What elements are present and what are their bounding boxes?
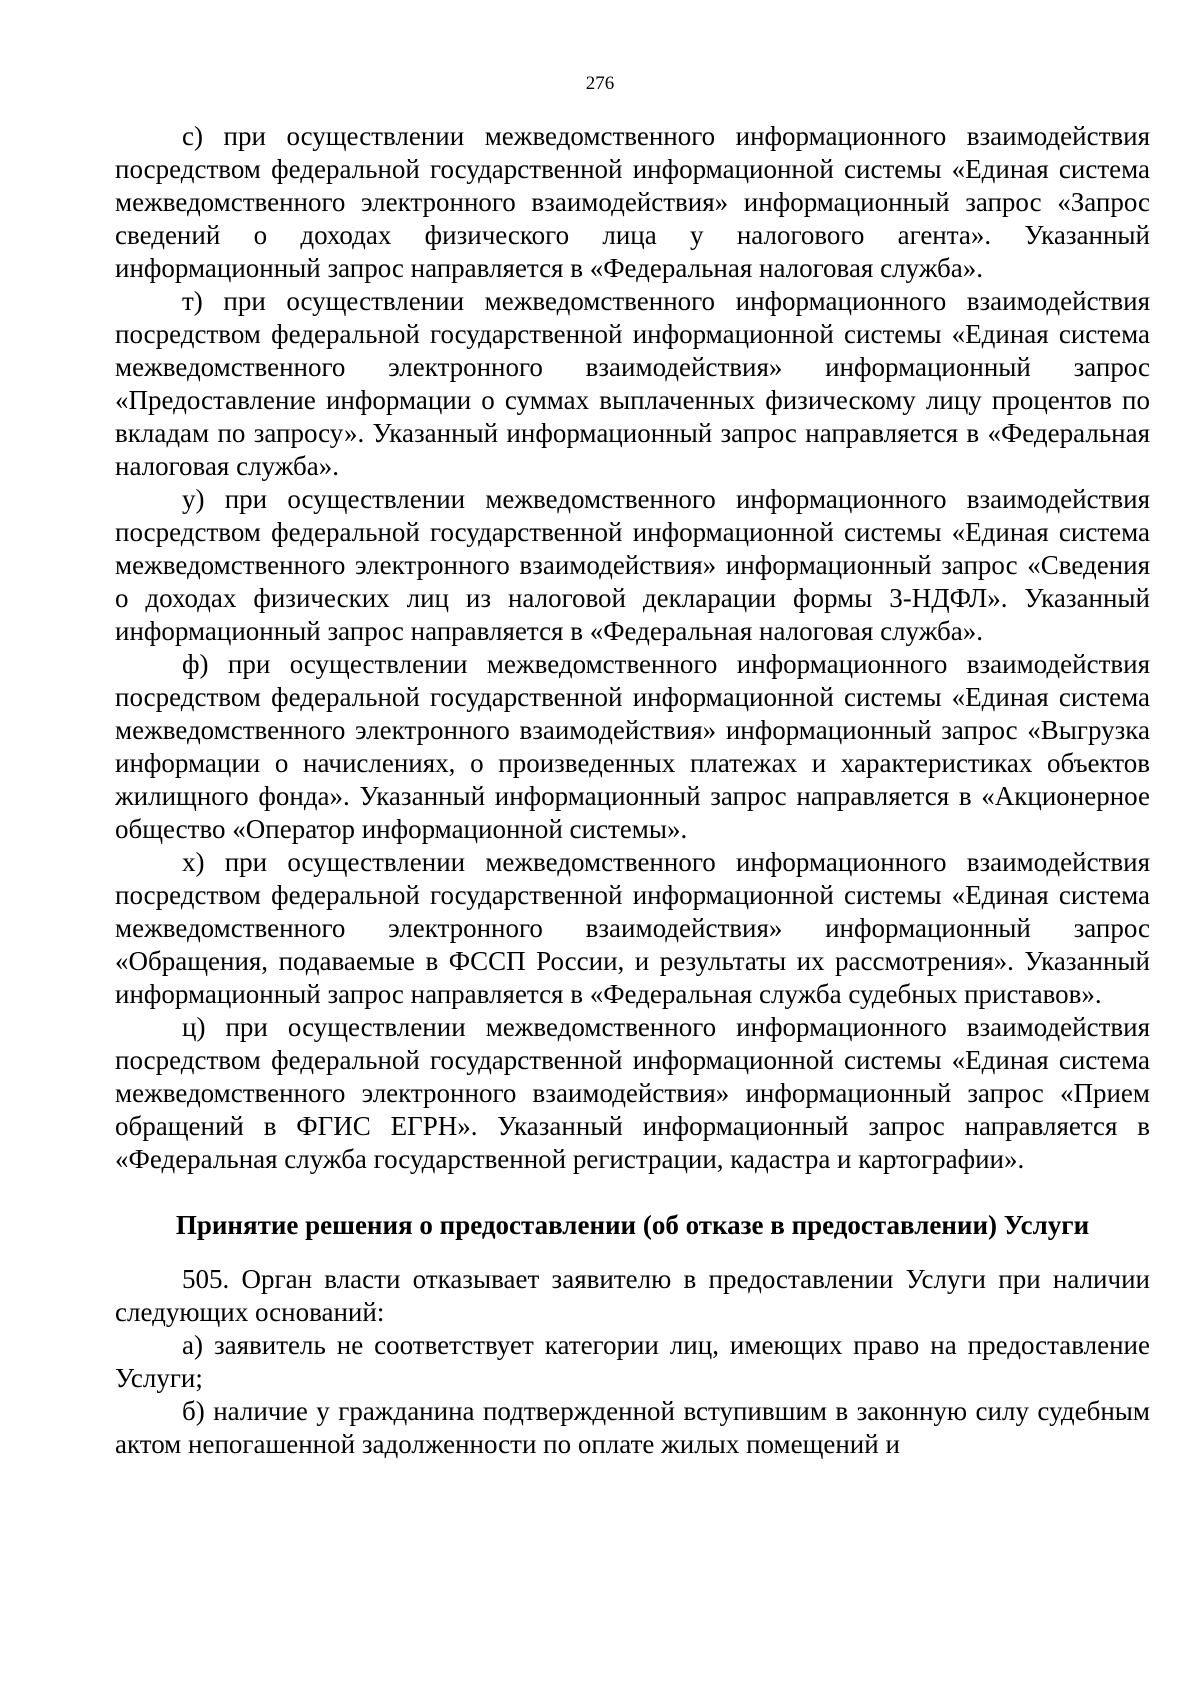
paragraph-h: х) при осуществлении межведомственного информационного взаимодействия посредством федеральной государственной информационной системы «Единая система межведомственного электронного взаимодействия» информационный запрос «Обращения, подаваемые в ФССП России, и результаты их рассмотрения». Указанный информационный запрос направляется в «Федеральная служба судебных приставов».: [115, 847, 1150, 1009]
paragraph-f: ф) при осуществлении межведомственного информационного взаимодействия посредством федеральной государственной информационной системы «Единая система межведомственного электронного взаимодействия» информационный запрос «Выгрузка информации о начислениях, о произведенных платежах и характеристиках объектов жилищного фонда». Указанный информационный запрос направляется в «Акционерное общество «Оператор информационной системы».: [115, 649, 1150, 844]
paragraph-u: у) при осуществлении межведомственного информационного взаимодействия посредством федеральной государственной информационной системы «Единая система межведомственного электронного взаимодействия» информационный запрос «Сведения о доходах физических лиц из налоговой декларации формы 3-НДФЛ». Указанный информационный запрос направляется в «Федеральная налоговая служба».: [115, 484, 1150, 646]
section-heading: Принятие решения о предоставлении (об отказе в предоставлении) Услуги: [175, 1210, 1090, 1240]
paragraph-a: а) заявитель не соответствует категории лиц, имеющих право на предоставление Услуги;: [115, 1330, 1150, 1393]
paragraph-s: с) при осуществлении межведомственного информационного взаимодействия посредством федеральной государственной информационной системы «Единая система межведомственного электронного взаимодействия» информационный запрос «Запрос сведений о доходах физического лица у налогового агента». Указанный информационный запрос направляется в «Федеральная налоговая служба».: [115, 121, 1150, 283]
document-body: [115, 120, 1150, 1461]
paragraph-505: 505. Орган власти отказывает заявителю в предоставлении Услуги при наличии следующих оснований:: [115, 1264, 1150, 1327]
paragraph-b: б) наличие у гражданина подтвержденной вступившим в законную силу судебным актом непогашенной задолженности по оплате жилых помещений и: [115, 1396, 1150, 1459]
paragraph-t: т) при осуществлении межведомственного информационного взаимодействия посредством федеральной государственной информационной системы «Единая система межведомственного электронного взаимодействия» информационный запрос «Предоставление информации о суммах выплаченных физическому лицу процентов по вкладам по запросу». Указанный информационный запрос направляется в «Федеральная налоговая служба».: [115, 286, 1150, 481]
page-number: 276: [585, 73, 615, 94]
paragraph-ts: ц) при осуществлении межведомственного информационного взаимодействия посредством федеральной государственной информационной системы «Единая система межведомственного электронного взаимодействия» информационный запрос «Прием обращений в ФГИС ЕГРН». Указанный информационный запрос направляется в «Федеральная служба государственной регистрации, кадастра и картографии».: [115, 1012, 1150, 1174]
